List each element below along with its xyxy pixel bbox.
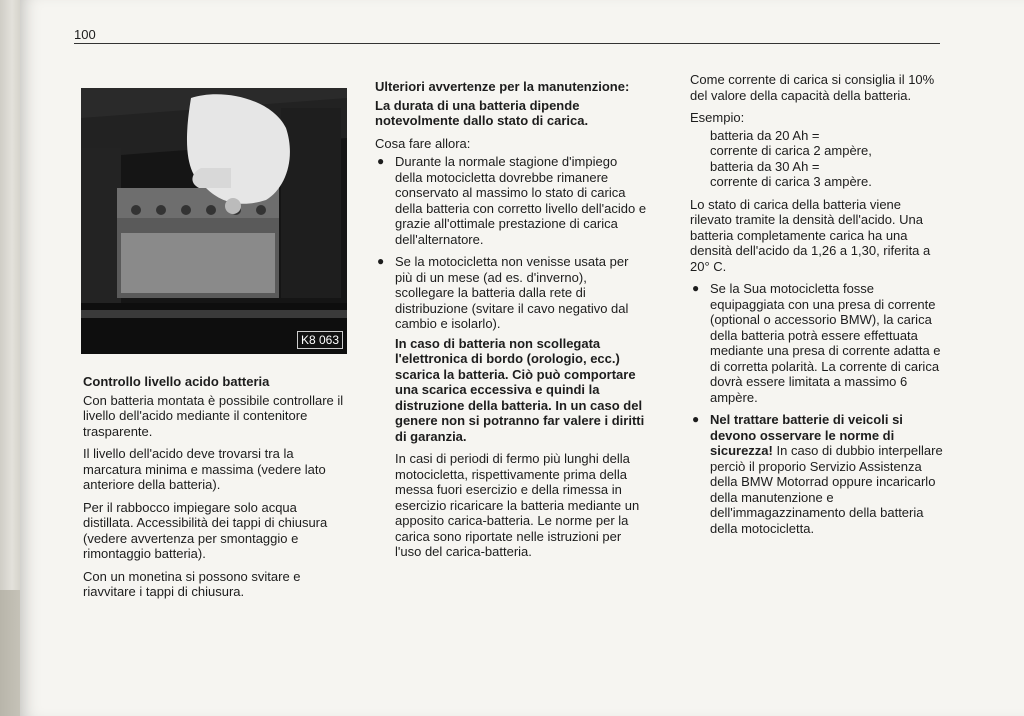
bullet-item [375,254,647,332]
bullet-item [375,154,647,247]
example-line: batteria da 30 Ah = [710,158,820,174]
paragraph: Il livello dell'acido deve trovarsi tra la marcatura minima e massima (vedere lato anteriore della batteria). [83,446,326,492]
paragraph: Per il rabbocco impiegare solo acqua distillata. Accessibilità dei tappi di chiusura (vedere avvertenza per smontaggio e rimontaggio batteria). [83,499,328,561]
example-line: batteria da 20 Ah = [710,127,820,143]
example-label: Esempio: [690,110,745,125]
bullet-item [690,412,946,536]
bullet-text: Durante la normale stagione d'impiego della motocicletta dovrebbe rimanere conservato al massimo lo stato di carica della batteria con corretto livello dell'acido e grazie all'ottimale prestazione di carica dell'alternatore. [395,154,647,247]
column-right [690,72,946,543]
bullet-dot-icon: ● [377,154,385,168]
paragraph: Come corrente di carica si consiglia il 10% del valore della capacità della batteria. [690,72,935,103]
warning-text: In caso di batteria non scollegata l'elettronica di bordo (orologio, ecc.) scarica la batteria. Ciò può comportare una scarica eccessiva e quindi la distruzione della batteria. In un caso del genere non si potranno far valere i diritti di garanzia. [395,335,645,444]
bullet-text: Se la Sua motocicletta fosse equipaggiata con una presa di corrente (optional o accessorio BMW), la carica della batteria potrà essere effettuata mediante una presa di corrente adatta e di corretta polarità. La corrente di carica dovrà essere limitata a massimo 6 ampère. [710,281,941,405]
bullet-dot-icon: ● [692,412,700,426]
bullet-text: In caso di dubbio interpellare perciò il proporio Servizio Assistenza della BMW Motorrad oppure incaricarlo della manutenzione e dell'immagazzinamento della batteria della motocicletta. [710,443,943,536]
page-edge [0,0,20,716]
column-middle [375,79,647,567]
subheading: La durata di una batteria dipende notevolmente dallo stato di carica. [375,97,589,128]
paragraph: Con batteria montata è possibile controllare il livello dell'acido mediante il contenitore trasparente. [83,392,344,439]
bullet-dot-icon: ● [692,281,700,295]
bullet-text: Se la motocicletta non venisse usata per più di un mese (ad es. d'inverno), scollegare la batteria dalla rete di distribuzione (svitare il cavo negativo dal cambio e isolarlo). [395,254,629,331]
example-line: corrente di carica 2 ampère, [710,143,872,158]
column-left [83,374,351,607]
intro-text: Cosa fare allora: [375,135,471,151]
paragraph: In casi di periodi di fermo più lunghi della motocicletta, rispettivamente prima della messa fuori esercizio e della rimessa in esercizio ricaricare la batteria mediante un apposito carica-batteria. Le norme per la carica sono riportate nelle istruzioni per l'uso del carica-batteria. [395,451,640,559]
bullet-dot-icon: ● [377,254,385,268]
example-line: corrente di carica 3 ampère. [710,174,872,189]
header-rule [74,43,940,44]
paragraph: Con un monetina si possono svitare e riavvitare i tappi di chiusura. [83,568,301,599]
photo-label: K8 063 [297,331,343,349]
page-number: 100 [74,27,96,42]
paragraph: Lo stato di carica della batteria viene rilevato tramite la densità dell'acido. Una batteria completamente carica ha una densità dell'acido da 1,26 a 1,30, riferita a 20° C. [690,196,931,274]
section-heading: Controllo livello acido batteria [83,374,270,389]
battery-photo [81,88,347,354]
example-list [690,128,946,190]
bullet-bold-text: Nel trattare batterie di veicoli si devono osservare le norme di sicurezza! [710,412,903,458]
bullet-item [690,281,946,405]
section-heading: Ulteriori avvertenze per la manutenzione: [375,79,630,94]
